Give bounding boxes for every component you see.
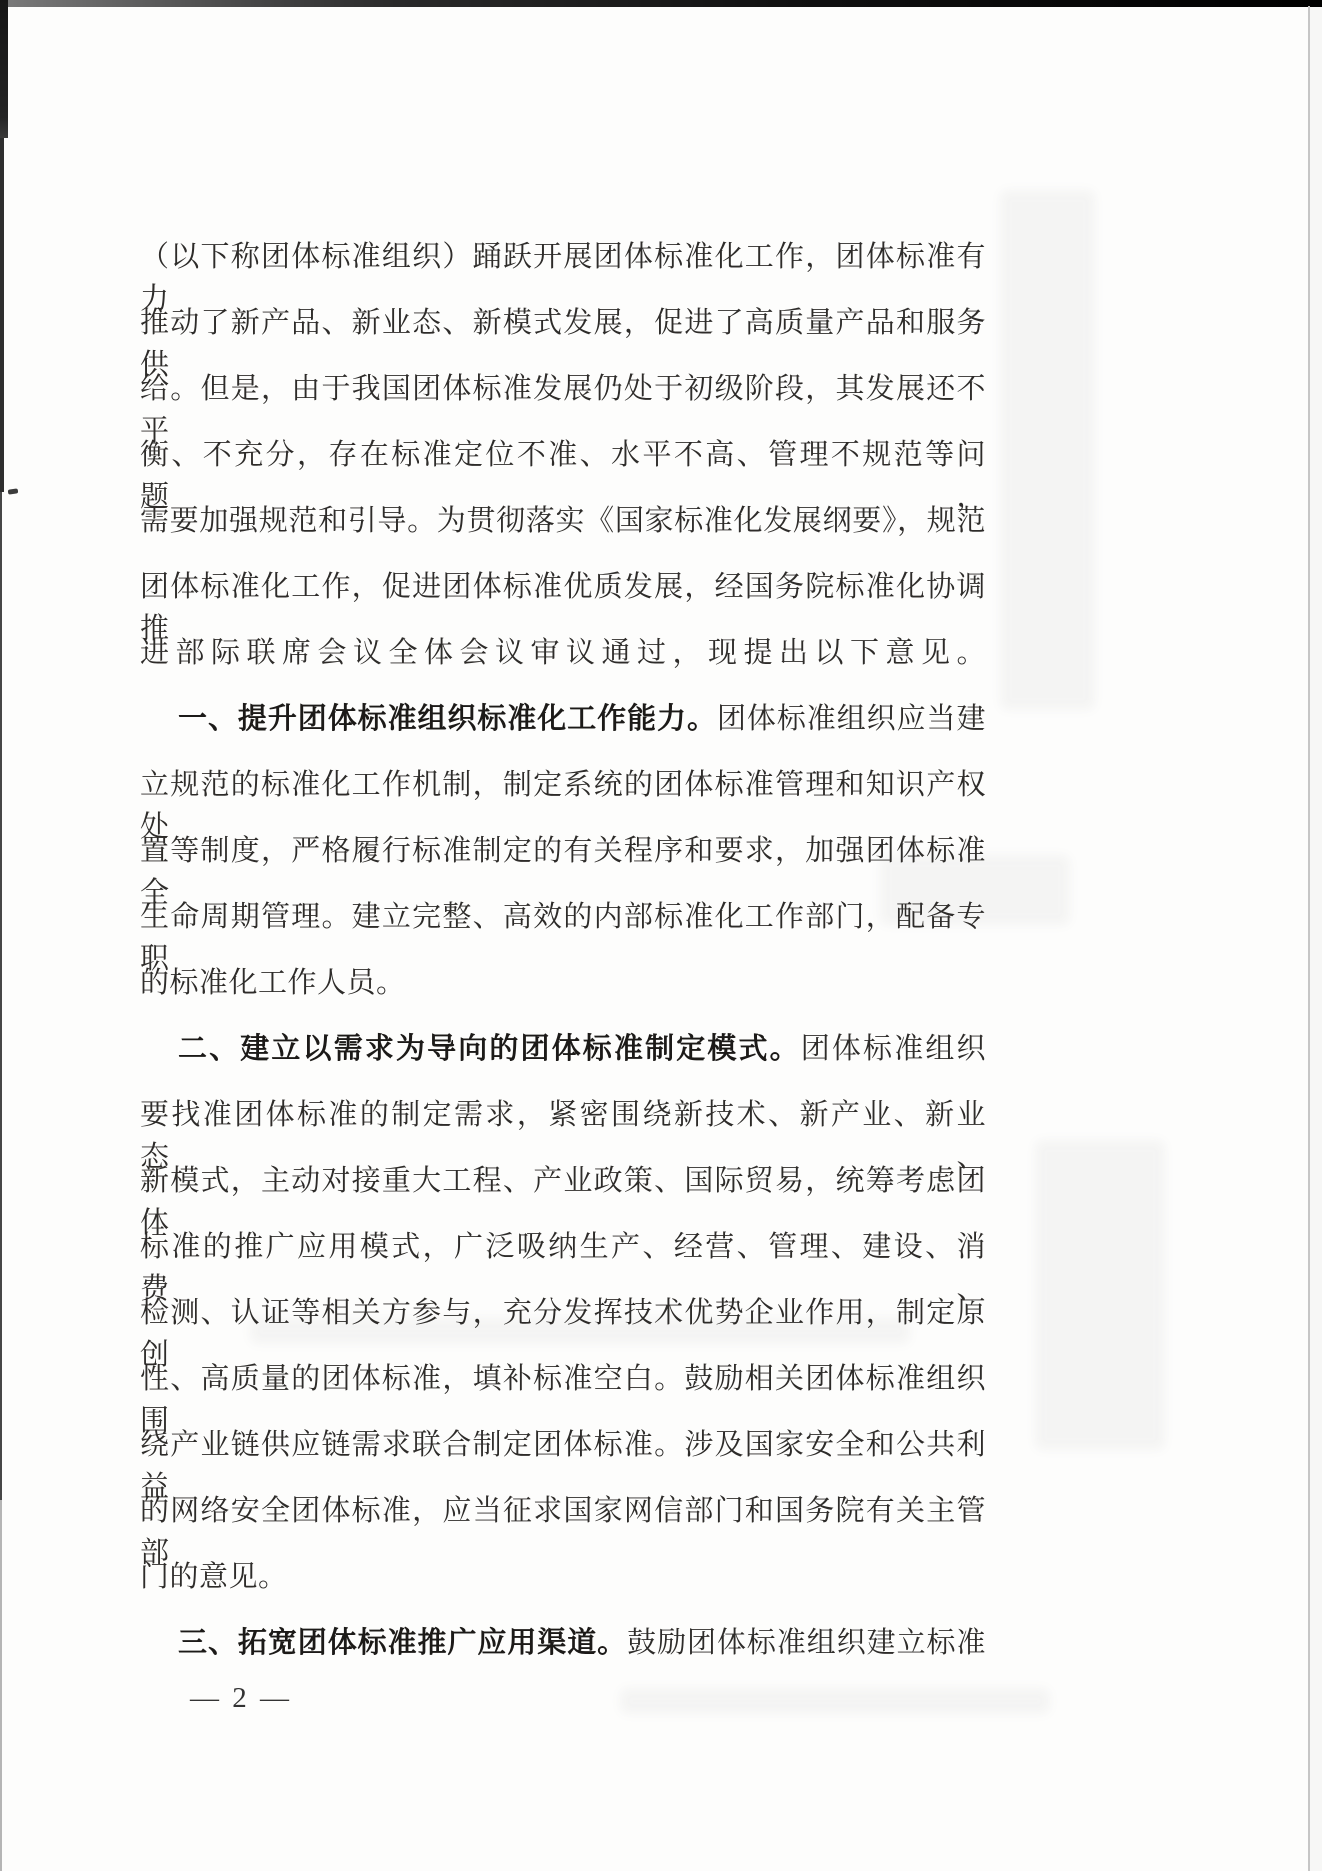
text-line (140, 236, 986, 315)
line-text: （以下称团体标准组织）踊跃开展团体标准化工作，团体标准有力 (140, 241, 986, 315)
text-line (140, 1094, 986, 1173)
text-line (140, 1424, 986, 1503)
line-text: 检测、认证等相关方参与，充分发挥技术优势企业作用，制定原创 (140, 1297, 986, 1371)
line-text: 置等制度，严格履行标准制定的有关程序和要求，加强团体标准全 (140, 835, 986, 909)
scan-edge-left-line-faint (0, 1500, 2, 1871)
scan-speck (8, 488, 19, 494)
text-line (140, 1292, 986, 1371)
line-text: 生命周期管理。建立完整、高效的内部标准化工作部门，配备专职 (140, 901, 986, 975)
scan-edge-top-bar (0, 0, 1322, 7)
line-text: 标准的推广应用模式，广泛吸纳生产、经营、管理、建设、消费、 (140, 1231, 986, 1305)
scan-edge-right-margin (1310, 7, 1322, 1871)
line-text: 给。但是，由于我国团体标准发展仍处于初级阶段，其发展还不平 (140, 373, 986, 447)
text-line (140, 500, 986, 542)
section-heading: 一、提升团体标准组织标准化工作能力。 (178, 703, 717, 735)
text-line (140, 434, 986, 513)
line-text: 要找准团体标准的制定需求，紧密围绕新技术、新产业、新业态、 (140, 1099, 986, 1173)
page-number: — 2 — (190, 1682, 292, 1714)
line-text: 鼓励团体标准组织建立标准 (627, 1627, 986, 1659)
line-text: 需要加强规范和引导。为贯彻落实《国家标准化发展纲要》，规范 (140, 505, 986, 537)
bleed-through-artifact (1035, 1140, 1165, 1450)
text-line (140, 1160, 986, 1239)
text-line (140, 1028, 986, 1070)
text-line (140, 632, 986, 674)
text-line (140, 896, 986, 975)
line-text: 新模式，主动对接重大工程、产业政策、国际贸易，统筹考虑团体 (140, 1165, 986, 1239)
section-heading: 三、拓宽团体标准推广应用渠道。 (178, 1627, 628, 1659)
text-line (140, 962, 986, 1004)
line-text: 的网络安全团体标准，应当征求国家网信部门和国务院有关主管部 (140, 1495, 986, 1569)
text-line (140, 566, 986, 645)
line-text: 门的意见。 (140, 1561, 288, 1593)
text-line (140, 1226, 986, 1305)
text-line (140, 830, 986, 909)
line-text: 的标准化工作人员。 (140, 967, 406, 999)
text-line (140, 1622, 986, 1664)
text-line (140, 698, 986, 740)
line-text: 立规范的标准化工作机制，制定系统的团体标准管理和知识产权处 (140, 769, 986, 843)
line-text: 团体标准组织 (800, 1033, 986, 1065)
text-line (140, 764, 986, 843)
scan-edge-left-bar (0, 0, 8, 138)
text-line (140, 1490, 986, 1569)
text-line (140, 368, 986, 447)
line-text: 性、高质量的团体标准，填补标准空白。鼓励相关团体标准组织围 (140, 1363, 986, 1437)
line-text: 推动了新产品、新业态、新模式发展，促进了高质量产品和服务供 (140, 307, 986, 381)
text-line (140, 1358, 986, 1437)
text-line (140, 302, 986, 381)
line-text: 衡、不充分，存在标准定位不准、水平不高、管理不规范等问题， (140, 439, 986, 513)
line-text: 进部际联席会议全体会议审议通过，现提出以下意见。 (140, 637, 986, 669)
text-line (140, 1556, 986, 1598)
line-text: 团体标准组织应当建 (716, 703, 986, 735)
line-text: 绕产业链供应链需求联合制定团体标准。涉及国家安全和公共利益 (140, 1429, 986, 1503)
bleed-through-artifact (1000, 190, 1095, 710)
bleed-through-artifact (620, 1688, 1050, 1714)
section-heading: 二、建立以需求为导向的团体标准制定模式。 (178, 1033, 801, 1065)
line-text: 团体标准化工作，促进团体标准优质发展，经国务院标准化协调推 (140, 571, 986, 645)
scan-edge-right-line (1308, 6, 1310, 1871)
